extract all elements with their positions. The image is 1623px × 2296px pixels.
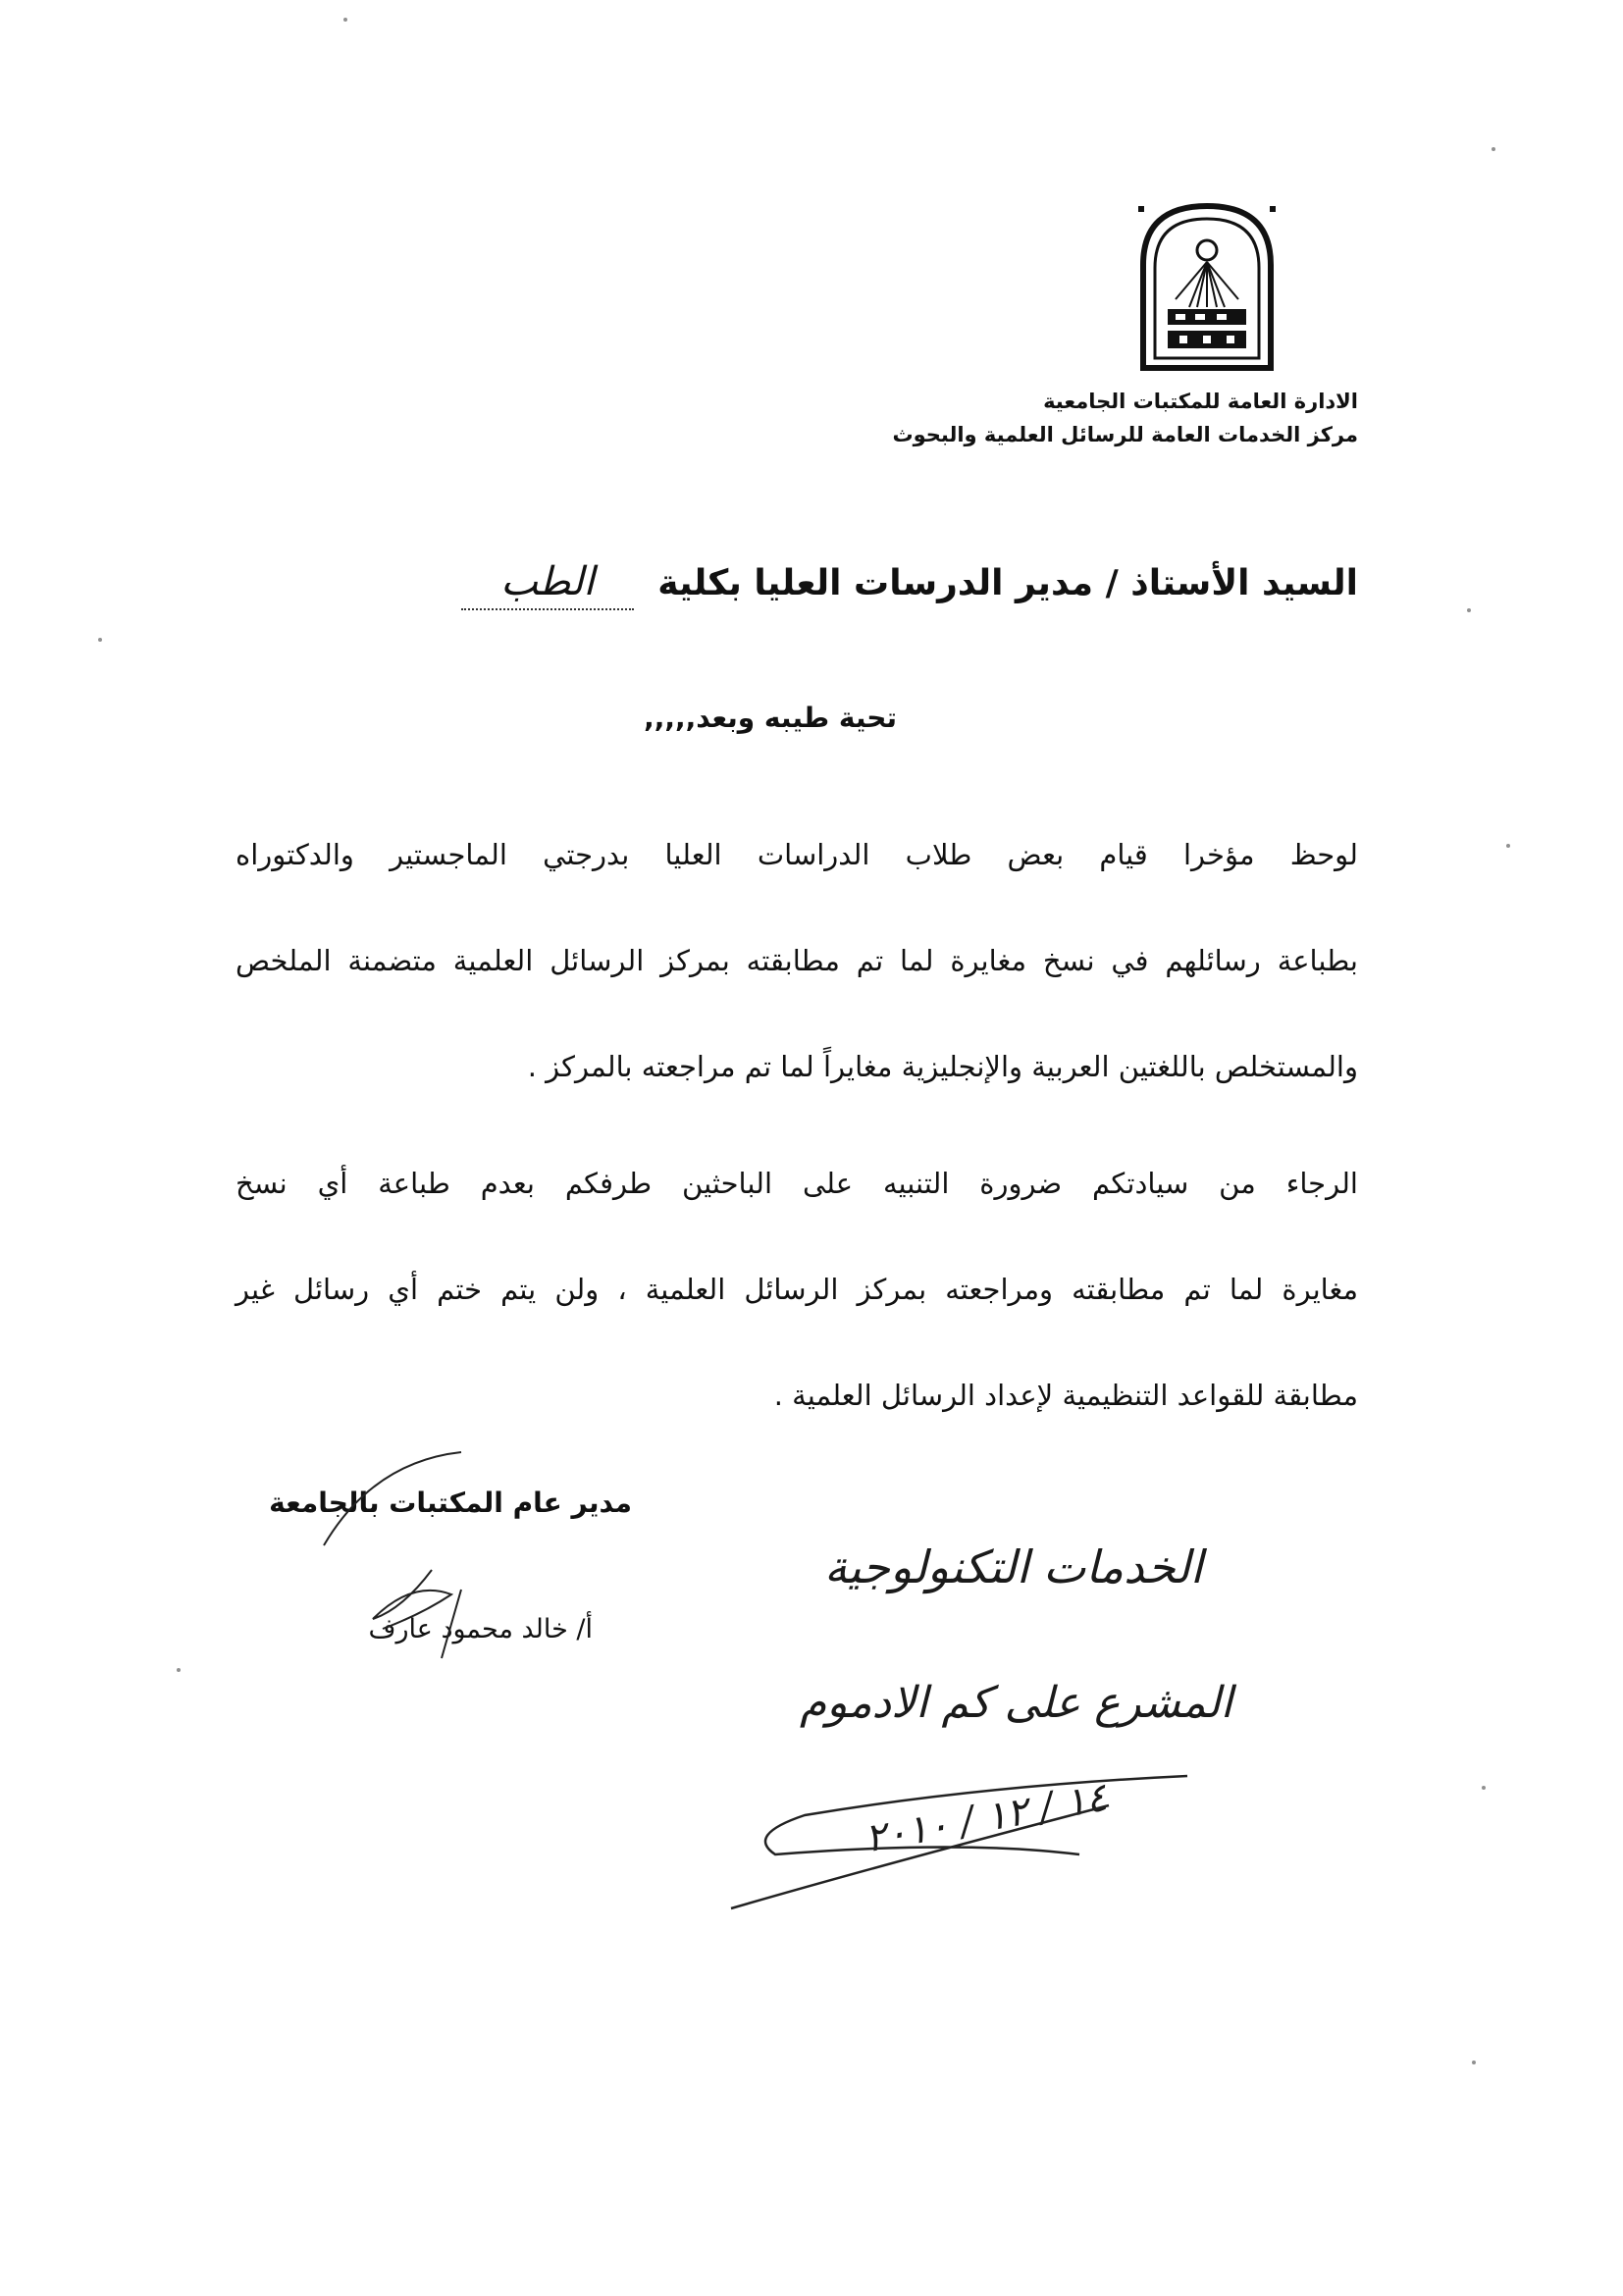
paragraph-line: والمستخلص باللغتين العربية والإنجليزية مغايراً لما تم مراجعته بالمركز .	[527, 1050, 1358, 1083]
org-line-1: الادارة العامة للمكتبات الجامعية	[1043, 390, 1358, 413]
handwritten-college: الطب	[461, 559, 633, 610]
paragraph-line: لوحظ مؤخرا قيام بعض طلاب الدراسات العليا بدرجتي الماجستير والدكتوراه	[236, 838, 1358, 871]
paragraph-line: بطباعة رسائلهم في نسخ مغايرة لما تم مطابقته بمركز الرسائل العلمية متضمنة الملخص	[236, 944, 1358, 977]
scan-speck	[177, 1668, 181, 1672]
scan-speck	[1472, 2061, 1476, 2064]
salutation	[279, 559, 1358, 604]
scan-speck	[98, 638, 102, 642]
salutation-text: السيد الأستاذ / مدير الدرسات العليا بكلية	[657, 563, 1358, 603]
paragraph-line: مغايرة لما تم مطابقته ومراجعته بمركز الرسائل العلمية ، ولن يتم ختم أي رسائل غير	[236, 1273, 1358, 1306]
paragraph-1	[236, 834, 1358, 1152]
letterhead	[769, 385, 1358, 451]
paragraph-line: الرجاء من سيادتكم ضرورة التنبيه على الباحثين طرفكم بعدم طباعة أي نسخ	[236, 1167, 1358, 1200]
handwritten-note-line-2: المشرع على كم الادموم	[800, 1678, 1232, 1728]
handwritten-note-line-1: الخدمات التكنولوجية	[824, 1540, 1203, 1593]
scan-speck	[1506, 844, 1510, 848]
scan-speck	[343, 18, 347, 22]
paragraph-line: مطابقة للقواعد التنظيمية لإعداد الرسائل العلمية .	[773, 1379, 1358, 1412]
handwritten-date: ١٤ / ١٢ / ٢٠١٠	[861, 1774, 1111, 1862]
scan-speck	[1467, 608, 1471, 612]
org-line-2: مركز الخدمات العامة للرسائل العلمية والبحوث	[892, 423, 1358, 446]
greeting: تحية طيبه وبعد,,,,,	[644, 702, 897, 734]
paragraph-2	[236, 1163, 1358, 1481]
scan-speck	[1482, 1786, 1486, 1790]
scan-speck	[1492, 147, 1495, 151]
signatory-title: مدير عام المكتبات بالجامعة	[269, 1487, 632, 1519]
university-logo	[1138, 201, 1276, 373]
signatory-name: أ/ خالد محمود عارف	[368, 1614, 593, 1644]
